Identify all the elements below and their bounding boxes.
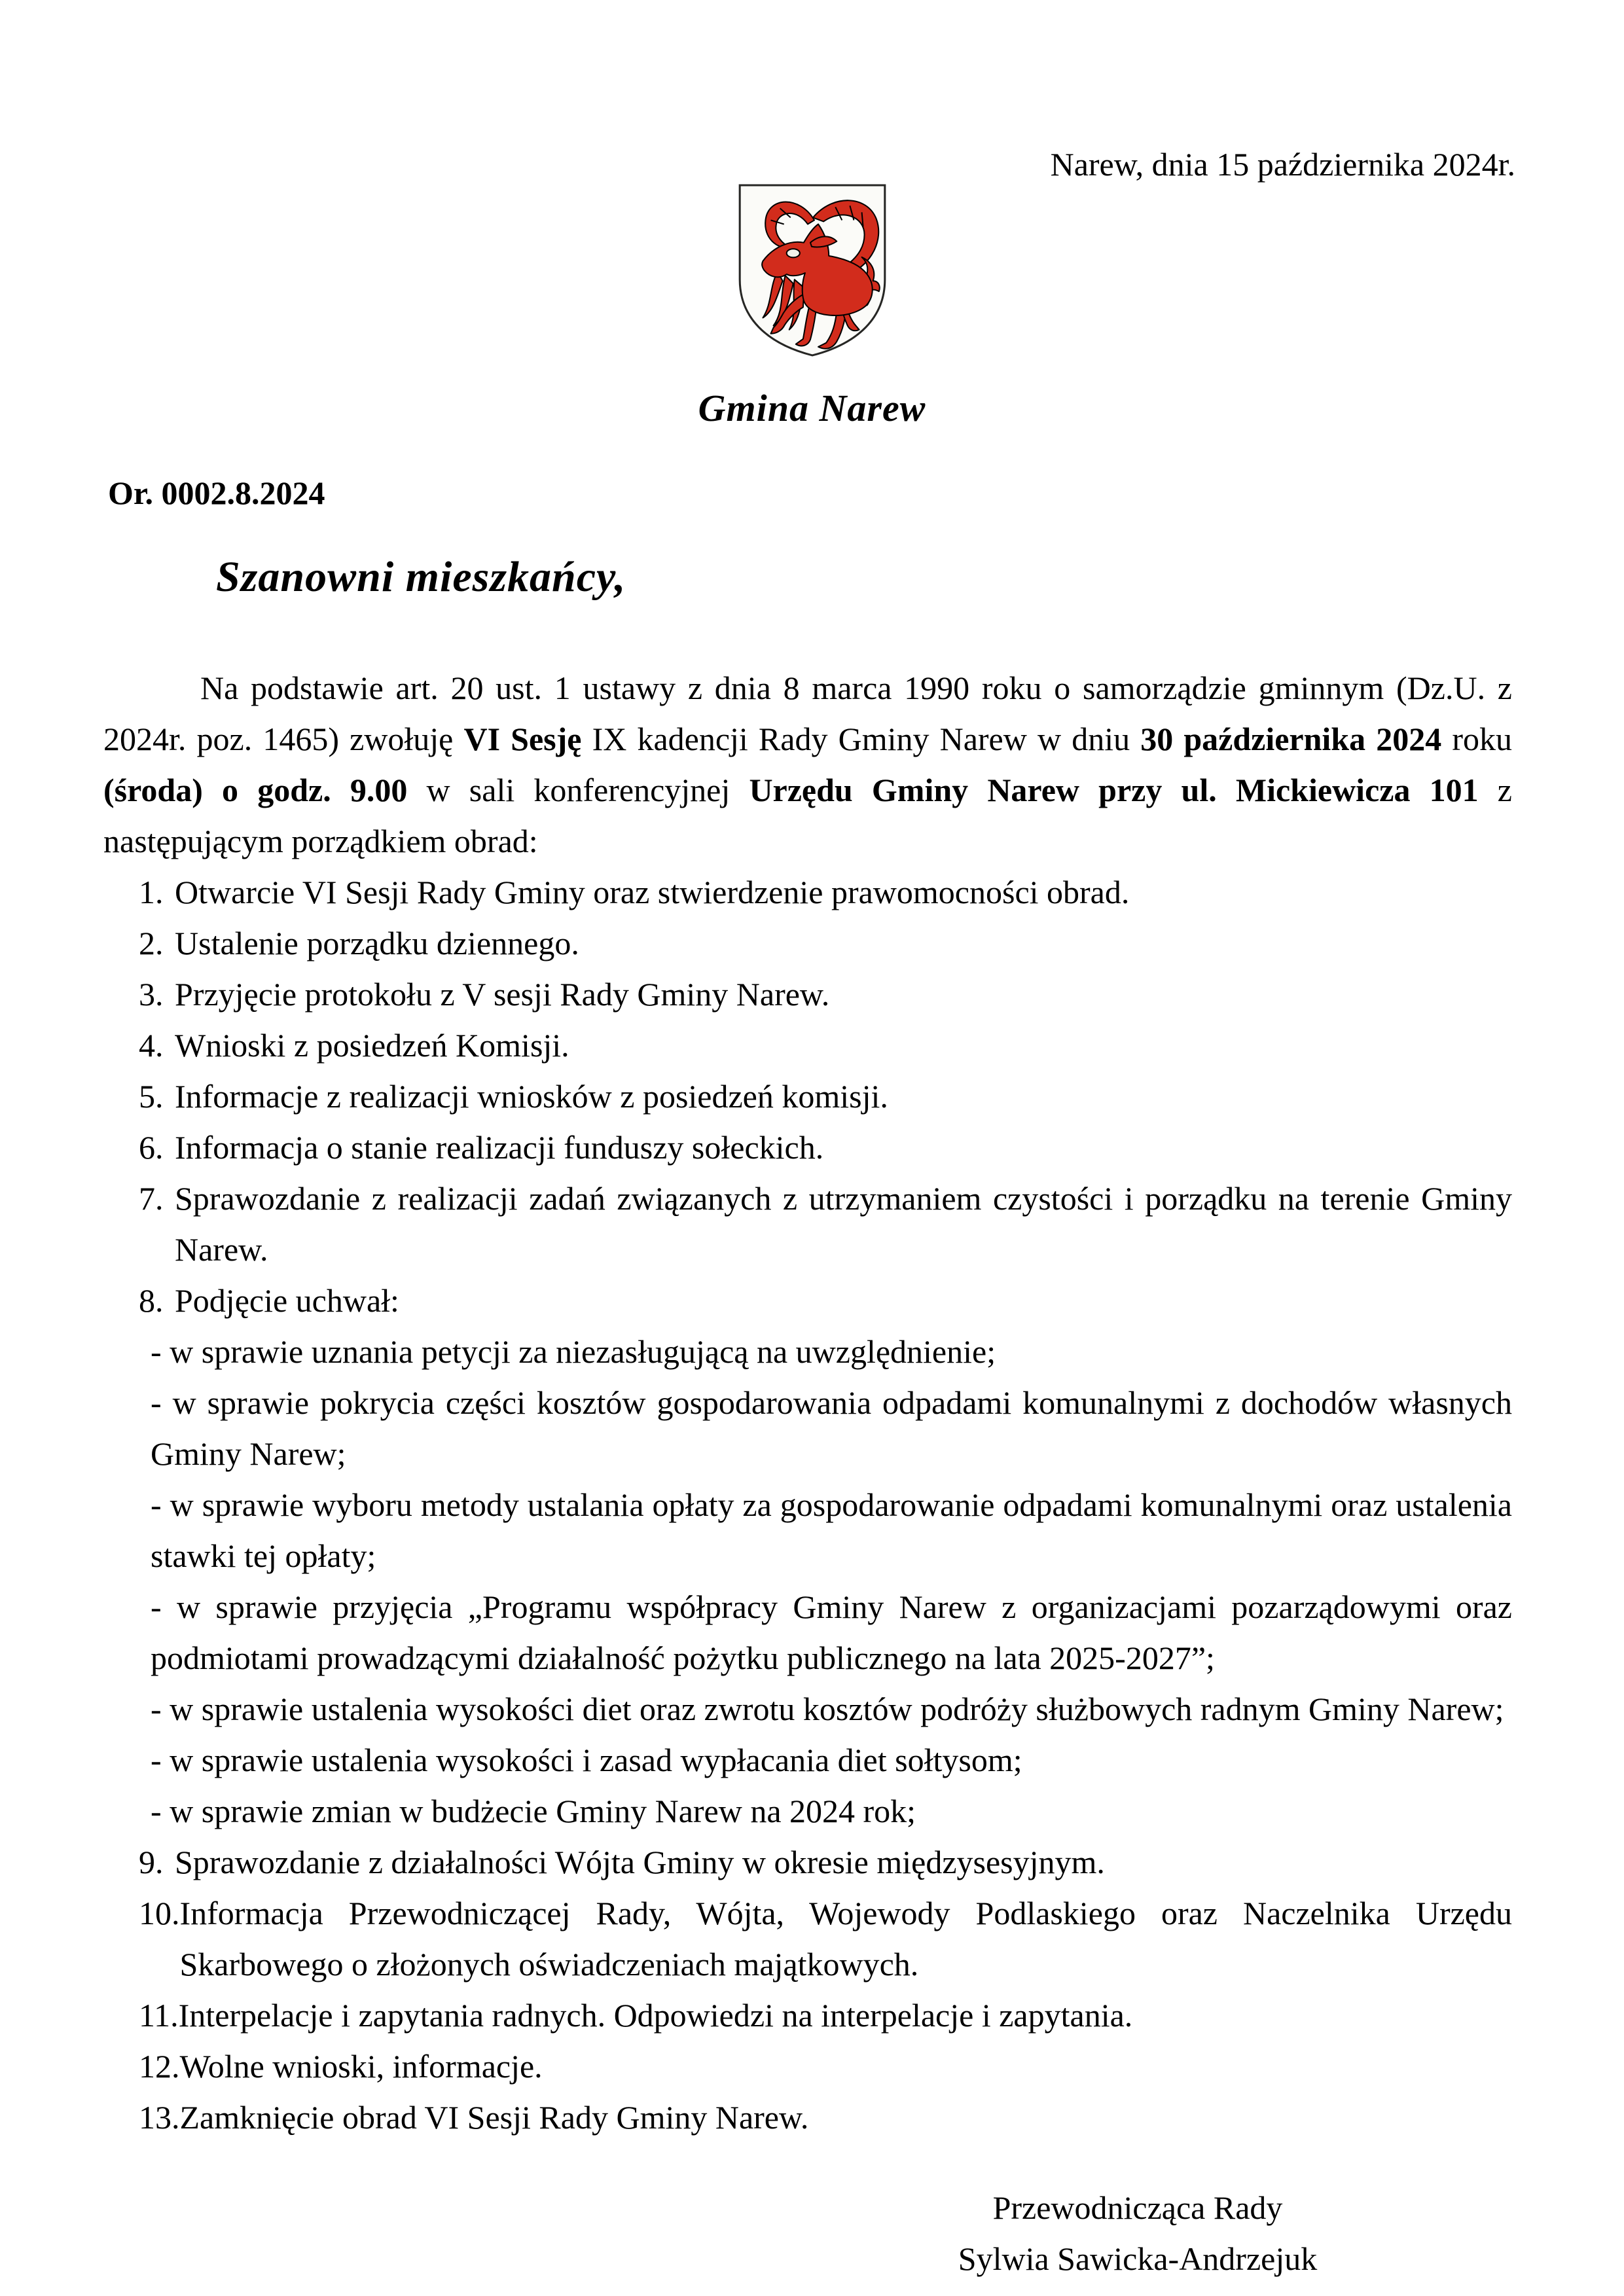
agenda-item-number: 11. (139, 1997, 179, 2034)
agenda-item-text: Sprawozdanie z realizacji zadań związanych z utrzymaniem czystości i porządku na terenie Gminy Narew. (175, 1180, 1512, 1268)
agenda-item (103, 1837, 1512, 1888)
resolution-item: - w sprawie ustalenia wysokości diet oraz zwrotu kosztów podróży służbowych radnym Gminy Narew; (151, 1691, 1504, 1727)
agenda-item-number: 7. (139, 1180, 164, 1217)
agenda-item (103, 2041, 1512, 2092)
resolution-item: - w sprawie przyjęcia „Programu współpracy Gminy Narew z organizacjami pozarządowymi oraz podmiotami prowadzącymi działalność pożytku publicznego na lata 2025-2027”; (151, 1588, 1512, 1676)
intro-bold-place: Urzędu Gminy Narew przy ul. Mickiewicza 101 (749, 772, 1479, 808)
date-line: Narew, dnia 15 października 2024r. (1050, 146, 1515, 183)
agenda-item-text: Otwarcie VI Sesji Rady Gminy oraz stwierdzenie prawomocności obrad. (175, 874, 1130, 910)
intro-bold-session: VI Sesję (463, 721, 582, 757)
resolution-item: - w sprawie wyboru metody ustalania opłaty za gospodarowanie odpadami komunalnymi oraz ustalenia stawki tej opłaty; (151, 1486, 1512, 1574)
intro-text: w sali konferencyjnej (407, 772, 749, 808)
agenda-item-number: 2. (139, 925, 164, 961)
agenda-item (103, 1275, 1512, 1326)
agenda-item-text: Sprawozdanie z działalności Wójta Gminy w okresie międzysesyjnym. (175, 1844, 1105, 1880)
resolution-item: - w sprawie ustalenia wysokości i zasad wypłacania diet sołtysom; (151, 1742, 1022, 1778)
agenda-item (103, 1020, 1512, 1071)
intro-bold-time: (środa) o godz. 9.00 (103, 772, 408, 808)
intro-bold-date: 30 października 2024 (1140, 721, 1442, 757)
agenda-item-number: 6. (139, 1129, 164, 1166)
agenda-item (103, 918, 1512, 969)
agenda-item (103, 1122, 1512, 1173)
agenda-item-text: Podjęcie uchwał: (175, 1282, 399, 1319)
reference-number: Or. 0002.8.2024 (108, 475, 325, 511)
signature-name: Sylwia Sawicka-Andrzejuk (958, 2240, 1318, 2277)
agenda-item-text: Informacja o stanie realizacji funduszy sołeckich. (175, 1129, 824, 1166)
agenda-item-text: Wolne wnioski, informacje. (179, 2048, 543, 2085)
agenda-item (103, 867, 1512, 918)
agenda-item-text: Informacje z realizacji wniosków z posiedzeń komisji. (175, 1078, 888, 1115)
agenda-item (103, 2092, 1512, 2143)
intro-text: Na podstawie art. 20 ust. 1 ustawy z dnia 8 marca 1990 roku o samorządzie gminnym (Dz.U. z 2024r. poz. 1465) zwołuję (103, 670, 1512, 757)
agenda-item-text: Wnioski z posiedzeń Komisji. (175, 1027, 569, 1064)
agenda-item (103, 1173, 1512, 1275)
agenda-item-number: 1. (139, 874, 164, 910)
agenda-item-number: 3. (139, 976, 164, 1013)
salutation: Szanowni mieszkańcy, (216, 553, 626, 601)
intro-text: z następującym porządkiem obrad: (103, 772, 1513, 859)
agenda-item (103, 1990, 1512, 2041)
agenda-item (103, 969, 1512, 1020)
agenda-item-text: Zamknięcie obrad VI Sesji Rady Gminy Narew. (179, 2099, 809, 2136)
agenda-item (103, 1888, 1512, 1990)
agenda-item-number: 13. (139, 2099, 180, 2136)
agenda-item-text: Informacja Przewodniczącej Rady, Wójta, Wojewody Podlaskiego oraz Naczelnika Urzędu Skarbowego o złożonych oświadczeniach majątkowych. (179, 1895, 1512, 1982)
letter-body (103, 662, 1512, 2284)
agenda-item-text: Przyjęcie protokołu z V sesji Rady Gminy Narew. (175, 976, 830, 1013)
signature-title: Przewodnicząca Rady (992, 2189, 1283, 2226)
agenda-item-text: Ustalenie porządku dziennego. (175, 925, 579, 961)
resolution-item: - w sprawie zmian w budżecie Gminy Narew na 2024 rok; (151, 1793, 916, 1829)
intro-paragraph (103, 662, 1512, 867)
agenda-item (103, 1071, 1512, 1122)
agenda-item-number: 8. (139, 1282, 164, 1319)
resolution-item: - w sprawie pokrycia części kosztów gospodarowania odpadami komunalnymi z dochodów własnych Gminy Narew; (151, 1384, 1512, 1472)
agenda-item-text: Interpelacje i zapytania radnych. Odpowiedzi na interpelacje i zapytania. (178, 1997, 1133, 2034)
signature-block (941, 2182, 1334, 2284)
intro-text: roku (1441, 721, 1512, 757)
ram-crest-icon (736, 182, 888, 359)
intro-text: IX kadencji Rady Gminy Narew w dniu (581, 721, 1141, 757)
crest-caption: Gmina Narew (698, 387, 926, 429)
agenda-list (103, 867, 1512, 2143)
agenda-item-number: 12. (139, 2048, 180, 2085)
agenda-item-number: 10. (139, 1895, 180, 1931)
agenda-item-number: 4. (139, 1027, 164, 1064)
agenda-item-number: 9. (139, 1844, 164, 1880)
resolution-item: - w sprawie uznania petycji za niezasługującą na uwzględnienie; (151, 1333, 996, 1370)
agenda-item-number: 5. (139, 1078, 164, 1115)
